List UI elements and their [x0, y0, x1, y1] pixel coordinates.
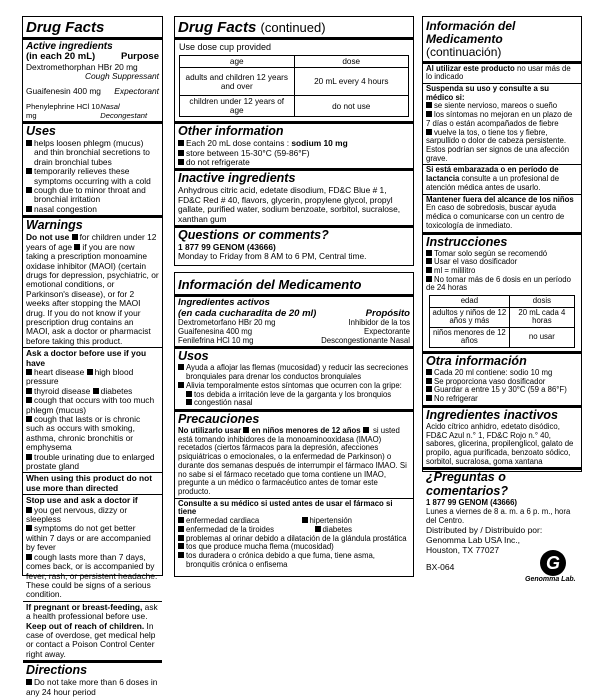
uses-heading: Uses — [26, 124, 56, 139]
stop-note: These could be signs of a serious condition. — [26, 579, 151, 600]
consulte-cronica: tos duradera o crónica debido a que fuma, tiene asma, bronquitis crónica o enfisema — [186, 551, 375, 569]
ingredient-2: Guaifenesin 400 mg — [26, 85, 101, 96]
stop-1: you get nervous, dizzy or sleepless — [26, 504, 128, 525]
drug-facts-cont-title: Drug Facts — [178, 19, 257, 36]
dose-row-2: do not use — [294, 96, 409, 117]
stop-3: cough lasts more than 7 days, comes back, or is accompanied by fever, rash, or persistent headache. — [26, 551, 158, 581]
consulte-cardiaca: enfermedad cardiaca — [186, 516, 260, 526]
consulte-flema: tos que produce mucha flema (mucosidad) — [186, 542, 334, 552]
do-not-use-maoi: if you are now taking a prescription monoamine oxidase inhibitor (MAOI) (certain drugs for depression, psychiatric, or emotional conditions, or Parkinson's disease), or for 2 weeks after stopping the MAOI drug. If you do not know if your prescription drug contains an MAOI, ask a doctor or pharmacist before taking this product. — [26, 241, 159, 346]
proposito-3: Descongestionante Nasal — [321, 335, 410, 345]
otra-3: Guardar a entre 15 y 30°C (59 a 86°F) — [434, 385, 567, 395]
prec-text: si usted está tomando inhibidores de la monoaminooxidasa (IMAO) recetados (ciertos fármacos para la depresión, afecciones psiquiátricas o emocionales, o la enfermedad de Parkinson) o durante dos semanas después de interrumpir el fármaco IMAO. Si no sabe si el fármaco recetado que toma contiene un IMAO, pregunte a un médico o farmacéutico antes de tomar este producto. — [178, 426, 407, 497]
directions-item: Do not take more than 6 doses in any 24 hour period — [26, 677, 158, 697]
ask-diabetes: diabetes — [100, 385, 133, 396]
other-sodium-value: sodium 10 mg — [291, 138, 348, 149]
ingrediente-2: Guaifenesina 400 mg — [178, 326, 253, 336]
drug-facts-panel — [22, 16, 163, 697]
dose-row-1: 20 mL every 4 hours — [294, 68, 409, 96]
suspenda-note: Estos podrían ser signos de una afección grave. — [426, 145, 570, 163]
consulte-diabetes: diabetes — [322, 524, 352, 534]
phone-number: 1 877 99 GENOM (43666) — [178, 241, 276, 252]
other-sodium-text: Each 20 mL dose contains : — [186, 138, 292, 149]
otra-2: Se proporciona vaso dosificador — [434, 376, 546, 386]
keep-out-text: In case of overdose, get medical help or contact a Poison Control Center right away. — [26, 620, 156, 659]
other-store: store between 15-30°C (59-86°F) — [186, 147, 310, 158]
consulte-hipertension: hipertensión — [309, 516, 352, 526]
edad-row-1: adultos y niños de 12 años y más — [430, 307, 510, 327]
other-info-heading: Other information — [178, 124, 284, 139]
instr-3: ml = mililitro — [434, 265, 476, 275]
embarazada-text: consulte a un profesional de atención médica antes de usarlo. — [426, 174, 560, 192]
genomma-logo-icon: G — [540, 550, 566, 576]
dosis-table — [429, 295, 575, 348]
ingredient-1: Dextromethorphan HBr 20 mg — [26, 61, 138, 72]
pregnant-bold: If pregnant or breast-feeding, — [26, 601, 143, 612]
suspenda-heading: Suspenda su uso y consulte a su médico si: — [426, 84, 550, 102]
dosis-row-1: 20 mL cada 4 horas — [509, 307, 574, 327]
company-city: Houston, TX 77027 — [426, 544, 500, 555]
continuacion-title: Información del Medicamento — [426, 19, 516, 47]
edad-header: edad — [430, 296, 510, 308]
proposito-2: Expectorante — [364, 326, 410, 336]
dosis-row-2: no usar — [509, 327, 574, 347]
informacion-panel — [174, 272, 414, 577]
prec-no-usar: No utilizarlo usar — [178, 426, 242, 435]
genomma-logo-text: Genomma Lab. — [525, 576, 576, 583]
age-header: age — [180, 56, 295, 68]
ask-phlegm: cough that occurs with too much phlegm (mucus) — [26, 395, 155, 415]
drug-facts-continued-panel — [174, 16, 414, 266]
do-not-use-label: Do not use — [26, 232, 70, 243]
telefono: 1 877 99 GENOM (43666) — [426, 498, 518, 508]
purpose-2: Expectorant — [114, 85, 159, 96]
inactivos-heading: Ingredientes inactivos — [426, 407, 558, 422]
purpose-3: Nasal Decongestant — [100, 102, 148, 120]
prec-menores: en niños menores de 12 años — [251, 426, 361, 435]
mantener-text: En caso de sobredosis, buscar ayuda médica o comunicarse con un centro de toxicología de inmediato. — [426, 203, 565, 230]
precauciones-heading: Precauciones — [178, 412, 260, 426]
use-1: helps loosen phlegm (mucus) and thin bronchial secretions to drain bronchial tubes — [34, 138, 150, 167]
uso-1: Ayuda a aflojar las flemas (mucosidad) y reducir las secreciones bronquiales para drenar los conductos bronquiales — [186, 363, 409, 382]
continuacion-label: (continuación) — [426, 45, 502, 60]
ingrediente-1: Dextrometorfano HBr 20 mg — [178, 318, 276, 328]
distributed-by: Distributed by / Distribuido por: — [426, 525, 543, 535]
age-row-1: adults and children 12 years and over — [180, 68, 295, 96]
uso-2: Alivia temporalmente estos síntomas que ocurren con la gripe: — [186, 380, 402, 390]
stop-use-heading: Stop use and ask a doctor if — [26, 495, 138, 506]
ask-prostate: trouble urinating due to enlarged prostate gland — [26, 451, 155, 472]
continuacion-panel — [422, 16, 582, 525]
otra-1: Cada 20 ml contiene: sodio 10 mg — [434, 367, 553, 377]
dosage-table — [179, 55, 409, 117]
purpose-1: Cough Suppressant — [84, 71, 159, 82]
directions-heading: Directions — [26, 663, 88, 678]
al-utilizar-text: no usar más de lo indicado — [426, 63, 571, 82]
ingredientes-heading: Ingredientes activos — [178, 297, 270, 308]
ask-chronic: cough that lasts or is chronic such as occurs with smoking, asthma, chronic bronchitis or emphysema — [26, 414, 141, 453]
horario: Lunes a viernes de 8 a. m. a 6 p. m., hora del Centro. — [426, 507, 571, 525]
dosis-header: dosis — [509, 296, 574, 308]
dose-cup-text: Use dose cup provided — [179, 42, 272, 52]
company-name: Genomma Lab USA Inc., — [426, 534, 521, 545]
ask-thyroid: thyroid disease — [34, 385, 91, 396]
otra-4: No refrigerar — [434, 394, 478, 404]
continued-label: (continued) — [260, 20, 326, 35]
age-row-2: children under 12 years of age — [180, 96, 295, 117]
preguntas-heading: ¿Preguntas o comentarios? — [426, 470, 508, 499]
consulte-tiroides: enfermedad de la tiroides — [186, 524, 274, 534]
proposito-1: Inhibidor de la tos — [348, 318, 410, 328]
do-not-use-children: for children under 12 years of age — [26, 232, 157, 252]
suspenda-3: vuelve la tos, o tiene tos y fiebre, sarpullido o dolor de cabeza persistente. — [426, 127, 566, 146]
consulte-orinar: problemas al orinar debido a dilatación de la glándula prostática — [186, 533, 407, 543]
dose-header: dose — [294, 56, 409, 68]
use-4: nasal congestion — [34, 203, 97, 214]
other-refrigerate: do not refrigerate — [186, 156, 250, 167]
suspenda-1: se siente nervioso, mareos o sueño — [434, 101, 558, 111]
inactive-heading: Inactive ingredients — [178, 171, 296, 186]
instr-4: No tomar más de 6 dosis en un período de 24 horas — [426, 274, 571, 293]
product-code: BX-064 — [426, 562, 455, 572]
ingredient-3: Phenylephrine HCl 10 mg — [26, 102, 100, 120]
instr-2: Usar el vaso dosificador — [434, 257, 518, 267]
use-2: temporarily relieves these symptoms occurring with a cold — [34, 166, 151, 186]
serving-es: (en cada cucharadita de 20 ml) — [178, 307, 317, 319]
al-utilizar-bold: Al utilizar este producto — [426, 63, 515, 73]
hours-text: Monday to Friday from 8 AM to 6 PM, Central time. — [178, 251, 367, 262]
proposito-label: Propósito — [365, 307, 410, 319]
inactivos-text: Acido cítrico anhidro, edetato disódico, FD&C Azul n.° 1, FD&C Rojo n.° 40, sabores, glicerina, propilenglicol, galato de propilo, agua purificada, benzoato sódico, sorbitol, sucralosa, goma xantana — [426, 421, 574, 466]
mantener-heading: Mantener fuera del alcance de los niños — [426, 194, 574, 204]
consulte-heading: Consulte a su médico si usted antes de usar el fármaco si tiene — [178, 498, 393, 517]
uso-2b: congestión nasal — [194, 398, 253, 408]
pregnant-text: ask a health professional before use. — [26, 601, 158, 622]
warnings-heading: Warnings — [26, 218, 83, 233]
ask-doctor-heading: Ask a doctor before use if you have — [26, 348, 147, 368]
instr-1: Tomar solo según se recomendó — [434, 248, 548, 258]
keep-out-bold: Keep out of reach of children. — [26, 620, 145, 631]
when-using-heading: When using this product do not use more than directed — [26, 473, 153, 493]
active-ingredients-heading: Active ingredients — [26, 41, 113, 52]
ask-heart: heart disease — [34, 366, 85, 377]
serving-size: (in each 20 mL) — [26, 51, 96, 63]
suspenda-2: los síntomas no mejoran en un plazo de 7 días o están acompañados de fiebre — [426, 110, 573, 128]
use-3: cough due to minor throat and bronchial irritation — [34, 185, 146, 205]
uso-2a: tos debida a irritación leve de la garganta y los bronquios — [194, 389, 392, 399]
instrucciones-heading: Instrucciones — [426, 234, 508, 249]
distributor-block — [426, 526, 542, 555]
stop-2: symptoms do not get better within 7 days or are accompanied by fever — [26, 523, 151, 553]
otra-heading: Otra información — [426, 353, 527, 368]
ingrediente-3: Fenilefrina HCl 10 mg — [178, 335, 254, 345]
embarazada-bold: Si está embarazada o en período de lactancia — [426, 165, 559, 184]
informacion-title: Información del Medicamento — [178, 277, 362, 292]
inactive-text: Anhydrous citric acid, edetate disodium, FD&C Blue # 1, FD&C Red # 40, flavors, glycerin, propylene glycol, propyl gallate, purified water, sodium benzoate, sorbitol, sucralose, xanthan gum — [178, 185, 401, 224]
drug-facts-title: Drug Facts — [26, 19, 105, 36]
questions-heading: Questions or comments? — [178, 227, 329, 242]
edad-row-2: niños menores de 12 años — [430, 327, 510, 347]
usos-heading: Usos — [178, 349, 209, 364]
purpose-label: Purpose — [120, 51, 159, 63]
ask-bp: high blood pressure — [26, 366, 134, 387]
